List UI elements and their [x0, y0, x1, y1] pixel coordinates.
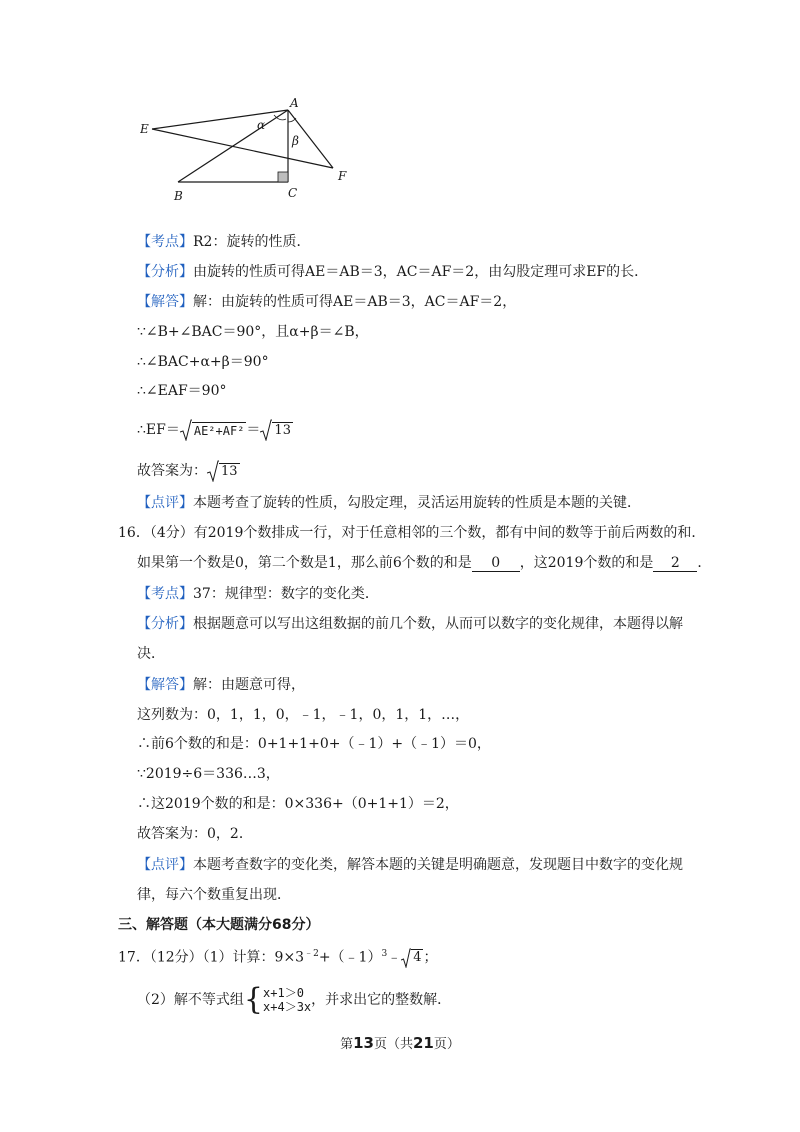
q16-stem: 16．（4分）有2019个数排成一行，对于任意相邻的三个数，都有中间的数等于前后两数的和．	[118, 525, 706, 541]
q15-fenxi	[137, 262, 648, 282]
exponent-neg2: ﹣2	[304, 949, 319, 959]
q15-kaodian	[137, 232, 310, 252]
label-E: E	[140, 122, 149, 136]
segment-EA	[152, 110, 288, 129]
radicand-4: 4	[413, 950, 422, 966]
page-footer	[0, 1033, 800, 1052]
footer-prefix: 第	[340, 1037, 354, 1052]
kaodian-tag: 【考点】	[137, 586, 193, 602]
part1-mid: +（﹣1）	[318, 949, 382, 966]
exponent-3: 3	[381, 949, 388, 959]
sqrt-expression	[180, 419, 247, 441]
q16-answer: 故答案为：0，2．	[137, 826, 253, 842]
dianping-text: 本题考查数字的变化类，解答本题的关键是明确题意，发现题目中数字的变化规	[193, 857, 683, 873]
answer-prefix: 故答案为：	[137, 463, 207, 479]
q15-answer	[137, 460, 240, 482]
q16-fenxi-line2: 决．	[137, 646, 165, 662]
left-brace-icon: {	[243, 982, 264, 1017]
fenxi-tag: 【分析】	[137, 264, 193, 280]
q15-jieda	[137, 292, 516, 312]
q16-dianping-line2: 律，每六个数重复出现．	[137, 887, 291, 903]
q16-kaodian	[137, 584, 379, 604]
footer-mid: 页（共	[373, 1037, 413, 1052]
total-pages: 21	[413, 1034, 434, 1052]
q15-step1: ∵∠B+∠BAC＝90°，且α+β＝∠B，	[137, 324, 369, 340]
kaodian-text: 37：规律型：数字的变化类．	[193, 586, 379, 602]
stem-text-b: ，这2019个数的和是	[519, 555, 654, 571]
part2-suffix: ，并求出它的整数解．	[311, 992, 452, 1008]
radicand-13: 13	[274, 422, 291, 438]
radicand-ae-af: AE²+AF²	[193, 423, 245, 438]
jieda-text: 解：由题意可得，	[193, 677, 305, 693]
label-beta: β	[292, 134, 299, 148]
q16-dianping	[137, 855, 683, 875]
jieda-tag: 【解答】	[137, 294, 193, 310]
minus-sign: ﹣	[387, 949, 402, 966]
kaodian-text: R2：旋转的性质．	[193, 234, 311, 250]
part1-end: ；	[423, 949, 438, 966]
label-alpha: α	[257, 118, 266, 132]
q17-part1	[118, 944, 437, 968]
answer-radicand: 13	[221, 463, 238, 479]
section-title: 三、解答题（本大题满分68分）	[118, 917, 320, 933]
stem-text-a: 如果第一个数是0，第二个数是1，那么前6个数的和是	[137, 555, 472, 571]
radical-sign-icon	[401, 948, 411, 968]
q15-step3: ∴∠EAF＝90°	[137, 383, 227, 399]
answer-blank-2: 2	[653, 555, 697, 572]
inequality-2: x+4＞3x	[263, 1000, 312, 1014]
label-C: C	[288, 186, 298, 200]
radical-sign-icon	[260, 419, 272, 441]
q15-step2: ∴∠BAC+α+β＝90°	[137, 354, 269, 370]
label-F: F	[338, 169, 347, 183]
q16-stem-line2	[137, 553, 711, 573]
q16-step3: ∵2019÷6＝336…3，	[137, 766, 280, 782]
dianping-tag: 【点评】	[137, 857, 193, 873]
right-angle-marker	[278, 172, 288, 182]
inequality-system	[263, 986, 311, 1014]
dianping-tag: 【点评】	[137, 495, 193, 511]
kaodian-tag: 【考点】	[137, 234, 193, 250]
sqrt-answer	[207, 460, 240, 482]
q16-step2: ∴前6个数的和是：0+1+1+0+（﹣1）+（﹣1）＝0，	[137, 736, 491, 752]
jieda-text: 解：由旋转的性质可得AE＝AB＝3，AC＝AF＝2，	[193, 294, 517, 310]
q15-step4	[137, 419, 293, 441]
label-B: B	[174, 189, 183, 203]
geometry-figure	[140, 96, 370, 206]
sqrt-4	[401, 948, 423, 968]
q16-step1: 这列数为：0，1，1，0，﹣1，﹣1，0，1，1，…，	[137, 707, 470, 723]
sqrt-result	[260, 419, 293, 441]
radical-sign-icon	[180, 419, 192, 441]
label-A: A	[290, 96, 299, 110]
q17-part2	[137, 983, 451, 1017]
page-number: 13	[353, 1034, 374, 1052]
part1-prefix: 17．（12分）（1）计算：9×3	[118, 949, 305, 966]
inequality-1: x+1＞0	[263, 986, 304, 1000]
q15-dianping	[137, 493, 641, 513]
answer-blank-1: 0	[472, 555, 520, 572]
triangle-diagram	[140, 96, 370, 206]
footer-suffix: 页）	[433, 1037, 460, 1052]
dianping-text: 本题考查了旋转的性质，勾股定理，灵活运用旋转的性质是本题的关键．	[193, 495, 641, 511]
fenxi-text: 根据题意可以写出这组数据的前几个数，从而可以数字的变化规律，本题得以解	[193, 616, 683, 632]
q16-step4: ∴这2019个数的和是：0×336+（0+1+1）＝2，	[137, 796, 459, 812]
fenxi-tag: 【分析】	[137, 616, 193, 632]
equals-sign: ＝	[246, 422, 261, 438]
ef-prefix: ∴EF＝	[137, 422, 180, 438]
stem-text-c: ．	[697, 555, 712, 571]
radical-sign-icon	[207, 460, 219, 482]
segment-EF	[152, 129, 333, 168]
fenxi-text: 由旋转的性质可得AE＝AB＝3，AC＝AF＝2，由勾股定理可求EF的长．	[193, 264, 649, 280]
jieda-tag: 【解答】	[137, 677, 193, 693]
q16-jieda	[137, 675, 305, 695]
part2-prefix: （2）解不等式组	[137, 992, 244, 1008]
q16-fenxi	[137, 614, 683, 634]
